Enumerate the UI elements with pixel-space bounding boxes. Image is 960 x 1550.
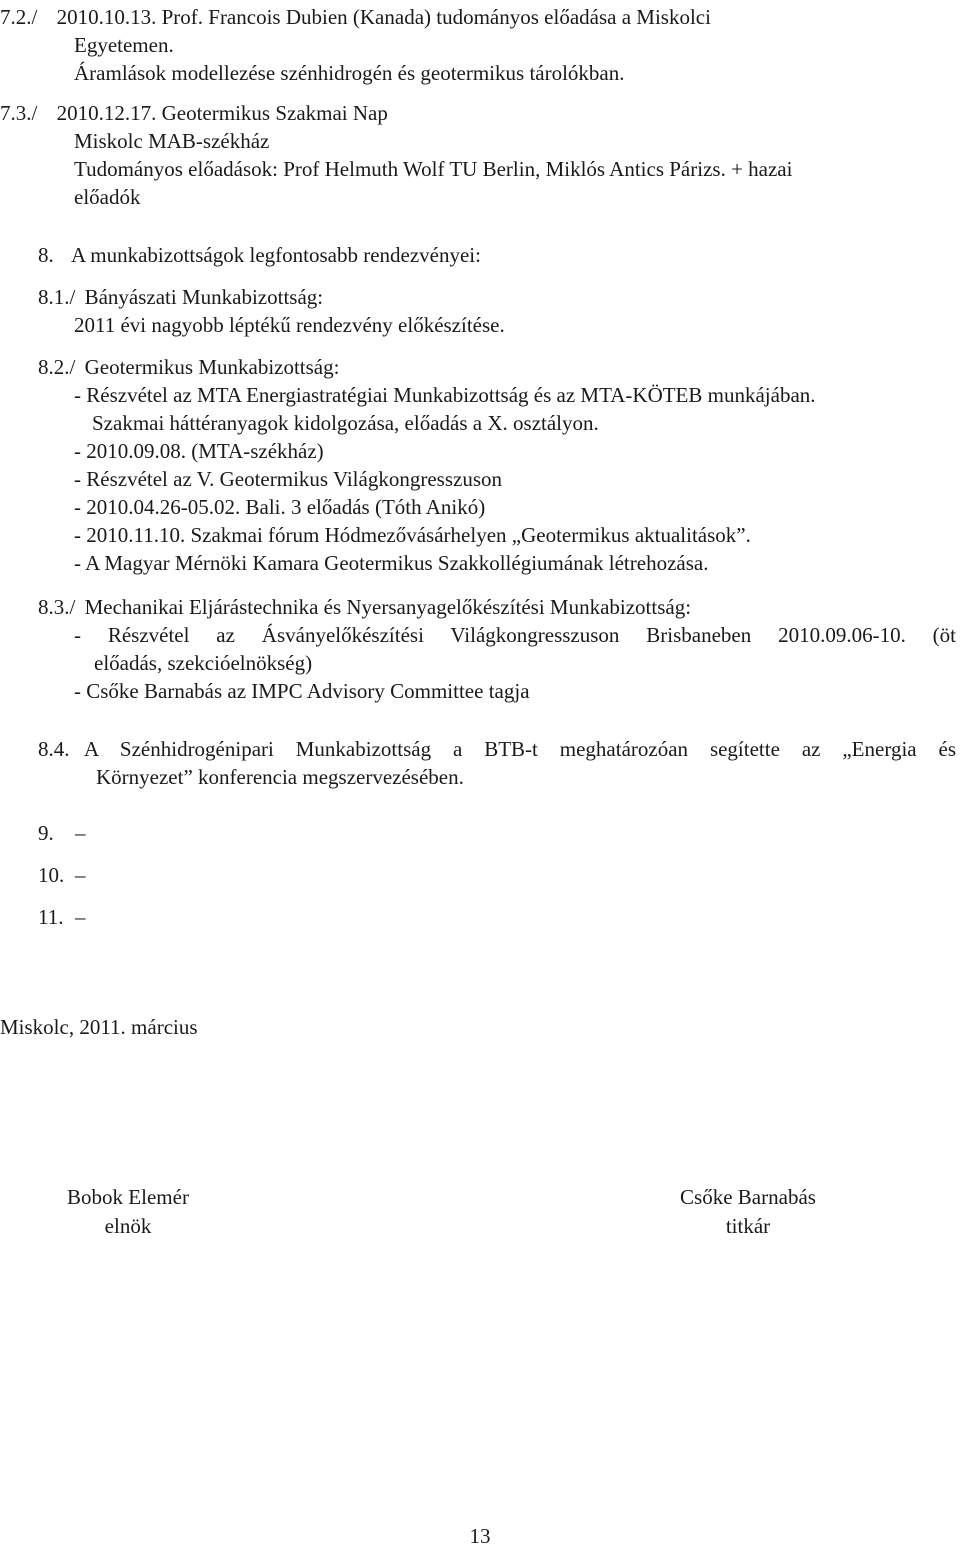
item-7-3-line2: Miskolc MAB-székház: [74, 129, 270, 153]
place-date: Miskolc, 2011. március: [0, 1015, 198, 1039]
item-8-1-line2: 2011 évi nagyobb léptékű rendezvény előkészítése.: [74, 313, 505, 337]
item-8-4-line1: A Szénhidrogénipari Munkabizottság a BTB-t meghatározóan segítette az „Energia és: [84, 737, 956, 761]
section-10-dash: –: [75, 863, 86, 887]
item-8-1-line1: [38, 283, 323, 311]
item-7-3-text: 2010.12.17. Geotermikus Szakmai Nap: [56, 101, 388, 125]
item-8-4-number: 8.4.: [38, 737, 70, 761]
item-7-3-line3: Tudományos előadások: Prof Helmuth Wolf TU Berlin, Miklós Antics Párizs. + hazai: [74, 157, 793, 181]
item-8-3-line4: - Csőke Barnabás az IMPC Advisory Committee tagja: [74, 679, 530, 703]
item-8-1-number: 8.1./: [38, 285, 76, 309]
item-8-4-line2: Környezet” konferencia megszervezésében.: [96, 765, 464, 789]
item-8-3-line2: - Részvétel az Ásványelőkészítési Világkongresszuson Brisbaneben 2010.09.06-10. (öt: [74, 623, 956, 647]
item-8-2-number: 8.2./: [38, 355, 76, 379]
section-10: [38, 861, 86, 889]
signature-left-role: elnök: [104, 1214, 152, 1238]
item-8-2-line6: - 2010.04.26-05.02. Bali. 3 előadás (Tóth Anikó): [74, 495, 486, 519]
item-7-2-line1: [0, 3, 711, 31]
section-8-number: 8.: [38, 243, 54, 267]
item-7-3-line1: [0, 99, 388, 127]
signature-right-name: Csőke Barnabás: [680, 1185, 816, 1209]
section-9-dash: –: [75, 821, 86, 845]
item-7-2-line3: Áramlások modellezése szénhidrogén és geotermikus tárolókban.: [74, 61, 625, 85]
item-7-3-number: 7.3./: [0, 101, 38, 125]
item-8-2-line5: - Részvétel az V. Geotermikus Világkongresszuson: [74, 467, 502, 491]
item-7-2-line2: Egyetemen.: [74, 33, 174, 57]
item-8-2-line1: [38, 353, 339, 381]
section-11-dash: –: [75, 905, 86, 929]
item-8-2-line7: - 2010.11.10. Szakmai fórum Hódmezővásárhelyen „Geotermikus aktualitások”.: [74, 523, 751, 547]
section-9: [38, 819, 86, 847]
item-7-2-text: 2010.10.13. Prof. Francois Dubien (Kanada) tudományos előadása a Miskolci: [56, 5, 711, 29]
section-11: [38, 903, 86, 931]
section-11-number: 11.: [38, 905, 64, 929]
section-8-title: A munkabizottságok legfontosabb rendezvényei:: [71, 243, 481, 267]
signature-right-role: titkár: [725, 1214, 771, 1238]
page-number: 13: [469, 1524, 491, 1548]
section-10-number: 10.: [38, 863, 65, 887]
item-8-2-line8: - A Magyar Mérnöki Kamara Geotermikus Szakkollégiumának létrehozása.: [74, 551, 709, 575]
section-9-number: 9.: [38, 821, 54, 845]
item-8-2-text: Geotermikus Munkabizottság:: [84, 355, 340, 379]
item-8-3-number: 8.3./: [38, 595, 76, 619]
item-7-3-line4: előadók: [74, 185, 141, 209]
item-7-2-number: 7.2./: [0, 5, 38, 29]
item-8-2-line2: - Részvétel az MTA Energiastratégiai Munkabizottság és az MTA-KÖTEB munkájában.: [74, 383, 816, 407]
item-8-3-text: Mechanikai Eljárástechnika és Nyersanyagelőkészítési Munkabizottság:: [84, 595, 692, 619]
item-8-3-line3: előadás, szekcióelnökség): [94, 651, 313, 675]
section-8-heading: [38, 241, 481, 269]
item-8-1-text: Bányászati Munkabizottság:: [84, 285, 324, 309]
item-8-2-line4: - 2010.09.08. (MTA-székház): [74, 439, 324, 463]
signature-left-name: Bobok Elemér: [67, 1185, 189, 1209]
item-8-3-line1: [38, 593, 691, 621]
item-8-2-line3: Szakmai háttéranyagok kidolgozása, előadás a X. osztályon.: [92, 411, 599, 435]
